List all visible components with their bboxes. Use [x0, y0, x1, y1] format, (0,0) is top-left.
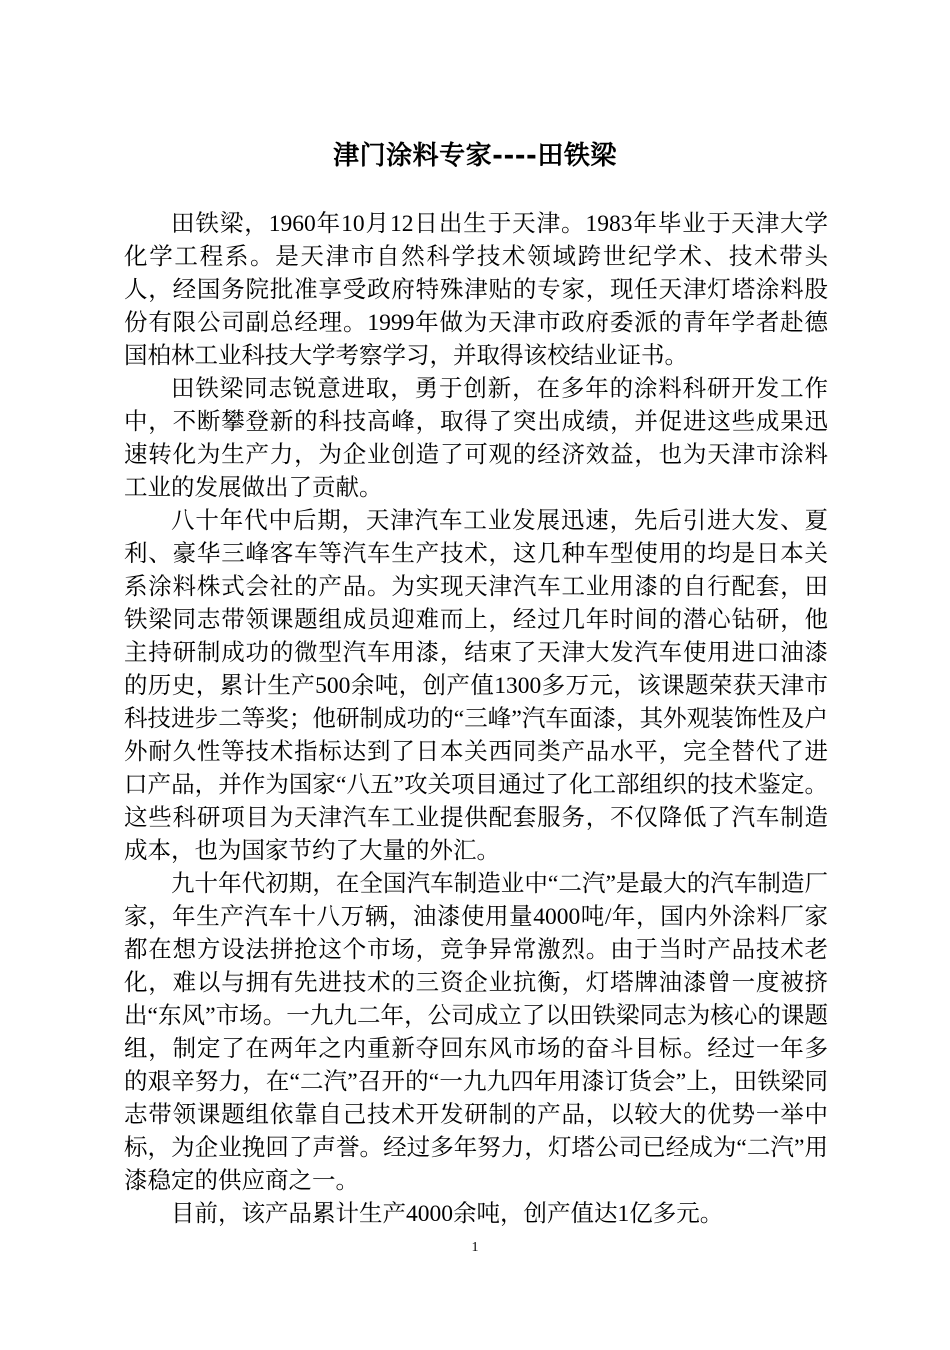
page-title: 津门涂料专家----田铁梁 [333, 141, 617, 171]
page-number: 1 [471, 1240, 479, 1255]
paragraph: 田铁梁同志锐意进取，勇于创新，在多年的涂料科研开发工作中，不断攀登新的科技高峰，取得了突出成绩，并促进这些成果迅速转化为生产力，为企业创造了可观的经济效益，也为天津市涂料工业的发展做出了贡献。 [124, 376, 828, 501]
paragraph: 九十年代初期，在全国汽车制造业中“二汽”是最大的汽车制造厂家，年生产汽车十八万辆，油漆使用量4000吨/年，国内外涂料厂家都在想方设法拼抢这个市场，竞争异常激烈。由于当时产品技术老化，难以与拥有先进技术的三资企业抗衡，灯塔牌油漆曾一度被挤出“东风”市场。一九九二年，公司成立了以田铁梁同志为核心的课题组，制定了在两年之内重新夺回东风市场的奋斗目标。经过一年多的艰辛努力，在“二汽”召开的“一九九四年用漆订货会”上，田铁梁同志带领课题组依靠自己技术开发研制的产品，以较大的优势一举中标，为企业挽回了声誉。经过多年努力，灯塔公司已经成为“二汽”用漆稳定的供应商之一。 [124, 871, 828, 1194]
paragraph: 目前，该产品累计生产4000余吨，创产值达1亿多元。 [171, 1201, 724, 1227]
paragraph: 八十年代中后期，天津汽车工业发展迅速，先后引进大发、夏利、豪华三峰客车等汽车生产技术，这几种车型使用的均是日本关系涂料株式会社的产品。为实现天津汽车工业用漆的自行配套，田铁梁同志带领课题组成员迎难而上，经过几年时间的潜心钻研，他主持研制成功的微型汽车用漆，结束了天津大发汽车使用进口油漆的历史，累计生产500余吨，创产值1300多万元，该课题荣获天津市科技进步二等奖；他研制成功的“三峰”汽车面漆，其外观装饰性及户外耐久性等技术指标达到了日本关西同类产品水平，完全替代了进口产品，并作为国家“八五”攻关项目通过了化工部组织的技术鉴定。这些科研项目为天津汽车工业提供配套服务，不仅降低了汽车制造成本，也为国家节约了大量的外汇。 [124, 508, 828, 864]
article-body [124, 208, 828, 1231]
paragraph: 田铁梁，1960年10月12日出生于天津。1983年毕业于天津大学化学工程系。是天津市自然科学技术领域跨世纪学术、技术带头人，经国务院批准享受政府特殊津贴的专家，现任天津灯塔涂料股份有限公司副总经理。1999年做为天津市政府委派的青年学者赴德国柏林工业科技大学考察学习，并取得该校结业证书。 [124, 211, 828, 369]
